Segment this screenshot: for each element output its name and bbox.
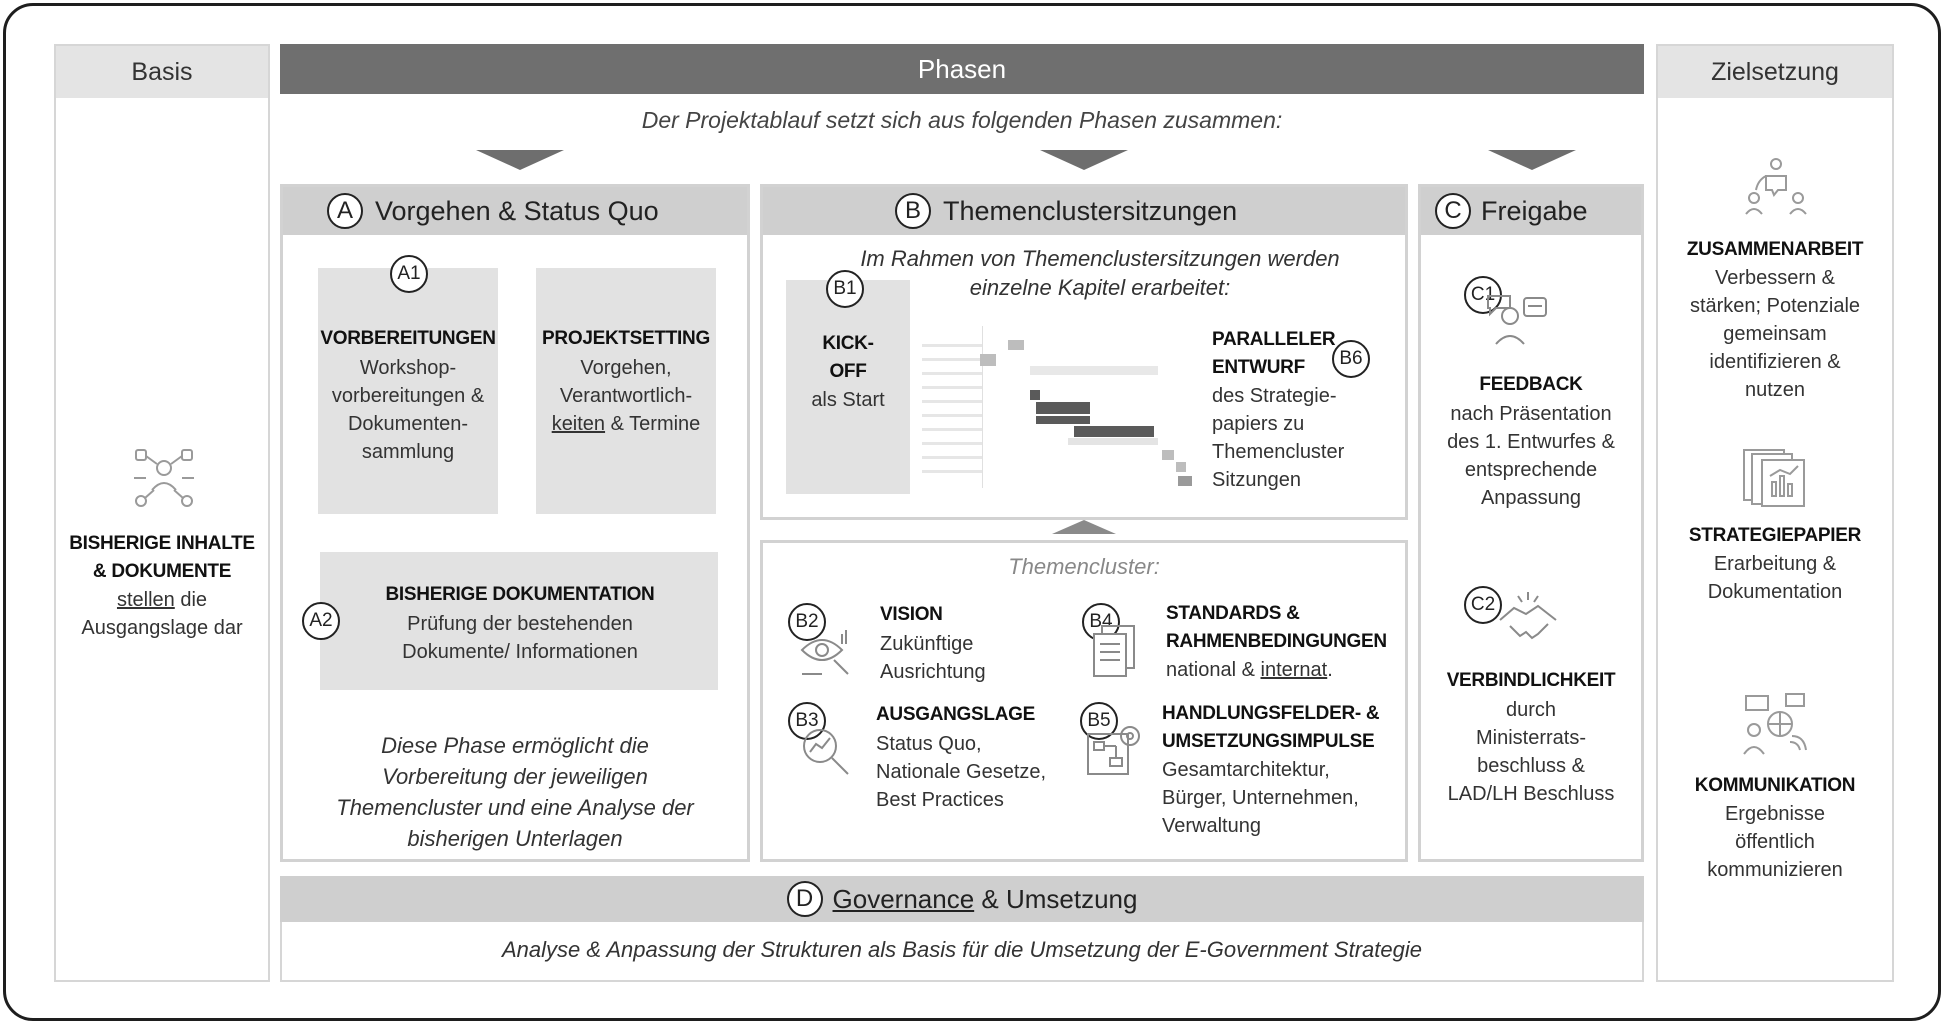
b4-title1: STANDARDS & [1166, 603, 1300, 624]
phase-d-badge: D [787, 881, 823, 917]
projektsetting-line3: & Termine [605, 413, 701, 435]
c2-line: durch [1505, 699, 1557, 721]
gantt-bar [1036, 416, 1090, 424]
a1-badge: A1 [390, 255, 428, 293]
phasen-header: Phasen [280, 44, 1644, 94]
phase-a-title: Vorgehen & Status Quo [375, 196, 659, 226]
gantt-bar [1176, 462, 1186, 472]
phase-b-header [763, 187, 1405, 235]
feedback-person-icon [1484, 288, 1554, 354]
gantt-bar [1162, 450, 1174, 460]
gantt-bar [1068, 438, 1158, 445]
basis-title-2: & DOKUMENTE [92, 561, 232, 582]
b3-title: AUSGANGSLAGE [876, 704, 1035, 725]
b5-title1: HANDLUNGSFELDER- & [1162, 703, 1380, 724]
c1-text [1418, 370, 1644, 512]
workflow-gear-icon [1084, 720, 1146, 780]
c2-line: beschluss & [1477, 755, 1585, 777]
gantt-bar [1008, 340, 1024, 350]
phase-c-header [1421, 187, 1641, 235]
ziel-item-line: Verbessern & [1714, 267, 1836, 289]
summary-line: Vorbereitung der jeweiligen [382, 764, 648, 789]
phasen-intro: Der Projektablauf setzt sich aus folgenden Phasen zusammen: [641, 107, 1283, 133]
gantt-row [922, 456, 982, 459]
b6-text [1212, 326, 1402, 494]
ziel-item-title: ZUSAMMENARBEIT [1686, 239, 1864, 260]
a1-line: vorbereitungen & [331, 385, 485, 407]
a1-line: sammlung [361, 441, 455, 463]
phase-b-badge: B [895, 193, 931, 229]
c1-line: des 1. Entwurfes & [1447, 431, 1615, 453]
basis-desc-mid: die [174, 589, 208, 611]
network-person-icon [132, 446, 196, 510]
b2-line1: Zukünftige [880, 633, 974, 655]
team-icon [1744, 154, 1808, 218]
ziel-item-line: Dokumentation [1707, 581, 1843, 603]
a2-text [340, 580, 700, 666]
b3-line2: Nationale Gesetze, [876, 761, 1047, 783]
b5-text [1162, 700, 1402, 840]
c2-title: VERBINDLICHKEIT [1446, 670, 1616, 691]
summary-line: Diese Phase ermöglicht die [381, 733, 649, 758]
c2-line: LAD/LH Beschluss [1447, 783, 1615, 805]
ziel-item-strategiepapier [1656, 522, 1894, 606]
phase-b-intro-1: Im Rahmen von Themenclustersitzungen werden [860, 246, 1340, 271]
b2-text [880, 600, 1060, 686]
b6-title2: ENTWURF [1212, 357, 1305, 378]
c2-text [1418, 666, 1644, 808]
ziel-item-line: Ergebnisse [1724, 803, 1826, 825]
arrow-down-c [1488, 150, 1576, 170]
c1-badge: C1 [1464, 276, 1502, 314]
b5-line3: Verwaltung [1162, 815, 1261, 837]
b5-line1: Gesamtarchitektur, [1162, 759, 1330, 781]
phase-d-desc-box [280, 922, 1644, 982]
a2-badge: A2 [302, 602, 340, 640]
b3-text [876, 700, 1066, 814]
b5-title2: UMSETZUNGSIMPULSE [1162, 731, 1375, 752]
b4-line-pre: national & [1166, 659, 1261, 681]
projektsetting-line3-u: keiten [551, 413, 606, 435]
b4-title2: RAHMENBEDINGUNGEN [1166, 631, 1387, 652]
b3-line3: Best Practices [876, 789, 1004, 811]
gantt-row [922, 442, 982, 445]
gantt-bar [1074, 426, 1154, 437]
projektsetting-text [528, 324, 724, 438]
projektsetting-line2: Verantwortlich- [559, 385, 693, 407]
gantt-thumbnail [922, 326, 1198, 488]
phase-a-badge: A [327, 193, 363, 229]
arrow-down-b [1040, 150, 1128, 170]
communication-icon [1740, 690, 1810, 760]
b5-badge: B5 [1080, 702, 1118, 740]
c1-line: Anpassung [1480, 487, 1582, 509]
phase-c-badge: C [1435, 193, 1471, 229]
gantt-bar [1036, 402, 1090, 414]
b6-badge: B6 [1332, 340, 1370, 378]
b6-line: Sitzungen [1212, 469, 1301, 491]
arrow-down-a [476, 150, 564, 170]
document-chart-icon [1740, 446, 1810, 510]
basis-column [54, 44, 270, 982]
b4-line-u: internat [1260, 659, 1328, 681]
summary-line: Themencluster und eine Analyse der [336, 795, 694, 820]
b5-line2: Bürger, Unternehmen, [1162, 787, 1359, 809]
ziel-item-kommunikation [1656, 772, 1894, 884]
b4-badge: B4 [1082, 603, 1120, 641]
gantt-bar [1030, 366, 1158, 375]
b2-badge: B2 [788, 603, 826, 641]
b3-badge: B3 [788, 702, 826, 740]
ziel-item-line: öffentlich [1735, 831, 1815, 853]
gantt-bar [980, 354, 996, 366]
a2-line2: Dokumente/ Informationen [402, 641, 638, 663]
gantt-axis [982, 326, 983, 488]
a2-title: BISHERIGE DOKUMENTATION [385, 584, 655, 605]
c2-line: Ministerrats- [1475, 727, 1586, 749]
b1-badge: B1 [826, 270, 864, 308]
phase-d-title: & Umsetzung [974, 883, 1138, 914]
arrow-up-b [1052, 520, 1116, 534]
c1-line: nach Präsentation [1450, 403, 1612, 425]
themencluster-label: Themencluster: [1008, 554, 1160, 579]
a1-line: Workshop- [359, 357, 457, 379]
b2-title: VISION [880, 604, 943, 625]
phase-a-summary [290, 730, 740, 854]
summary-line: bisherigen Unterlagen [407, 826, 623, 851]
ziel-item-line: identifizieren & [1709, 351, 1841, 373]
b3-line1: Status Quo, [876, 733, 982, 755]
gantt-row [922, 358, 982, 361]
phase-d-desc: Analyse & Anpassung der Strukturen als Basis für die Umsetzung der E-Government Strategie [502, 937, 1422, 962]
gantt-bar [1030, 390, 1040, 400]
ziel-item-line: gemeinsam [1723, 323, 1827, 345]
b1-line1: KICK- [822, 333, 874, 354]
b2-line2: Ausrichtung [880, 661, 986, 683]
phase-d-title-u: Governance [832, 883, 975, 914]
ziel-item-zusammenarbeit [1656, 236, 1894, 404]
phase-b-intro-2: einzelne Kapitel erarbeitet: [969, 275, 1231, 300]
b6-line: papiers zu [1212, 413, 1305, 435]
basis-header: Basis [56, 46, 268, 98]
vision-eye-icon [798, 624, 854, 680]
basis-desc-line2: Ausgangslage dar [81, 617, 243, 639]
b4-text [1166, 600, 1406, 684]
b1-line2: OFF [829, 361, 867, 382]
projektsetting-line1: Vorgehen, [580, 357, 672, 379]
phase-c-title: Freigabe [1481, 196, 1588, 226]
b6-title1: PARALLELER [1212, 329, 1336, 350]
handshake-icon [1496, 590, 1560, 650]
ziel-item-line: stärken; Potenziale [1689, 295, 1861, 317]
b1-text [786, 330, 910, 414]
document-stack-icon [1088, 622, 1144, 680]
c1-title: FEEDBACK [1479, 374, 1583, 395]
b1-line3: als Start [811, 389, 885, 411]
gantt-row [922, 470, 982, 473]
a1-title: VORBEREITUNGEN [320, 328, 496, 349]
b6-line: Themencluster [1212, 441, 1345, 463]
ziel-item-line: kommunizieren [1707, 859, 1843, 881]
phase-b-title: Themenclustersitzungen [943, 196, 1238, 226]
projektsetting-title: PROJEKTSETTING [542, 328, 710, 349]
gantt-bar [1178, 476, 1192, 486]
b6-line: des Strategie- [1212, 385, 1337, 407]
ziel-item-title: KOMMUNIKATION [1694, 775, 1856, 796]
b4-line-post: . [1327, 659, 1333, 681]
gantt-row [922, 414, 982, 417]
gantt-row [922, 428, 982, 431]
basis-desc-underlined: stellen [116, 589, 175, 611]
ziel-header: Zielsetzung [1658, 46, 1892, 98]
gantt-row [922, 372, 982, 375]
ziel-item-line: nutzen [1744, 379, 1806, 401]
a1-text [310, 324, 506, 466]
gantt-row [922, 386, 982, 389]
c2-badge: C2 [1464, 586, 1502, 624]
a1-line: Dokumenten- [347, 413, 469, 435]
a2-line1: Prüfung der bestehenden [407, 613, 633, 635]
ziel-item-line: Erarbeitung & [1713, 553, 1837, 575]
gantt-row [922, 344, 982, 347]
ziel-item-title: STRATEGIEPAPIER [1688, 525, 1862, 546]
phase-d-header [280, 876, 1644, 922]
basis-text [56, 530, 268, 642]
phase-a-header [283, 187, 747, 235]
analysis-magnifier-icon [796, 720, 856, 780]
c1-line: entsprechende [1464, 459, 1598, 481]
gantt-row [922, 400, 982, 403]
basis-title-1: BISHERIGE INHALTE [69, 533, 255, 554]
